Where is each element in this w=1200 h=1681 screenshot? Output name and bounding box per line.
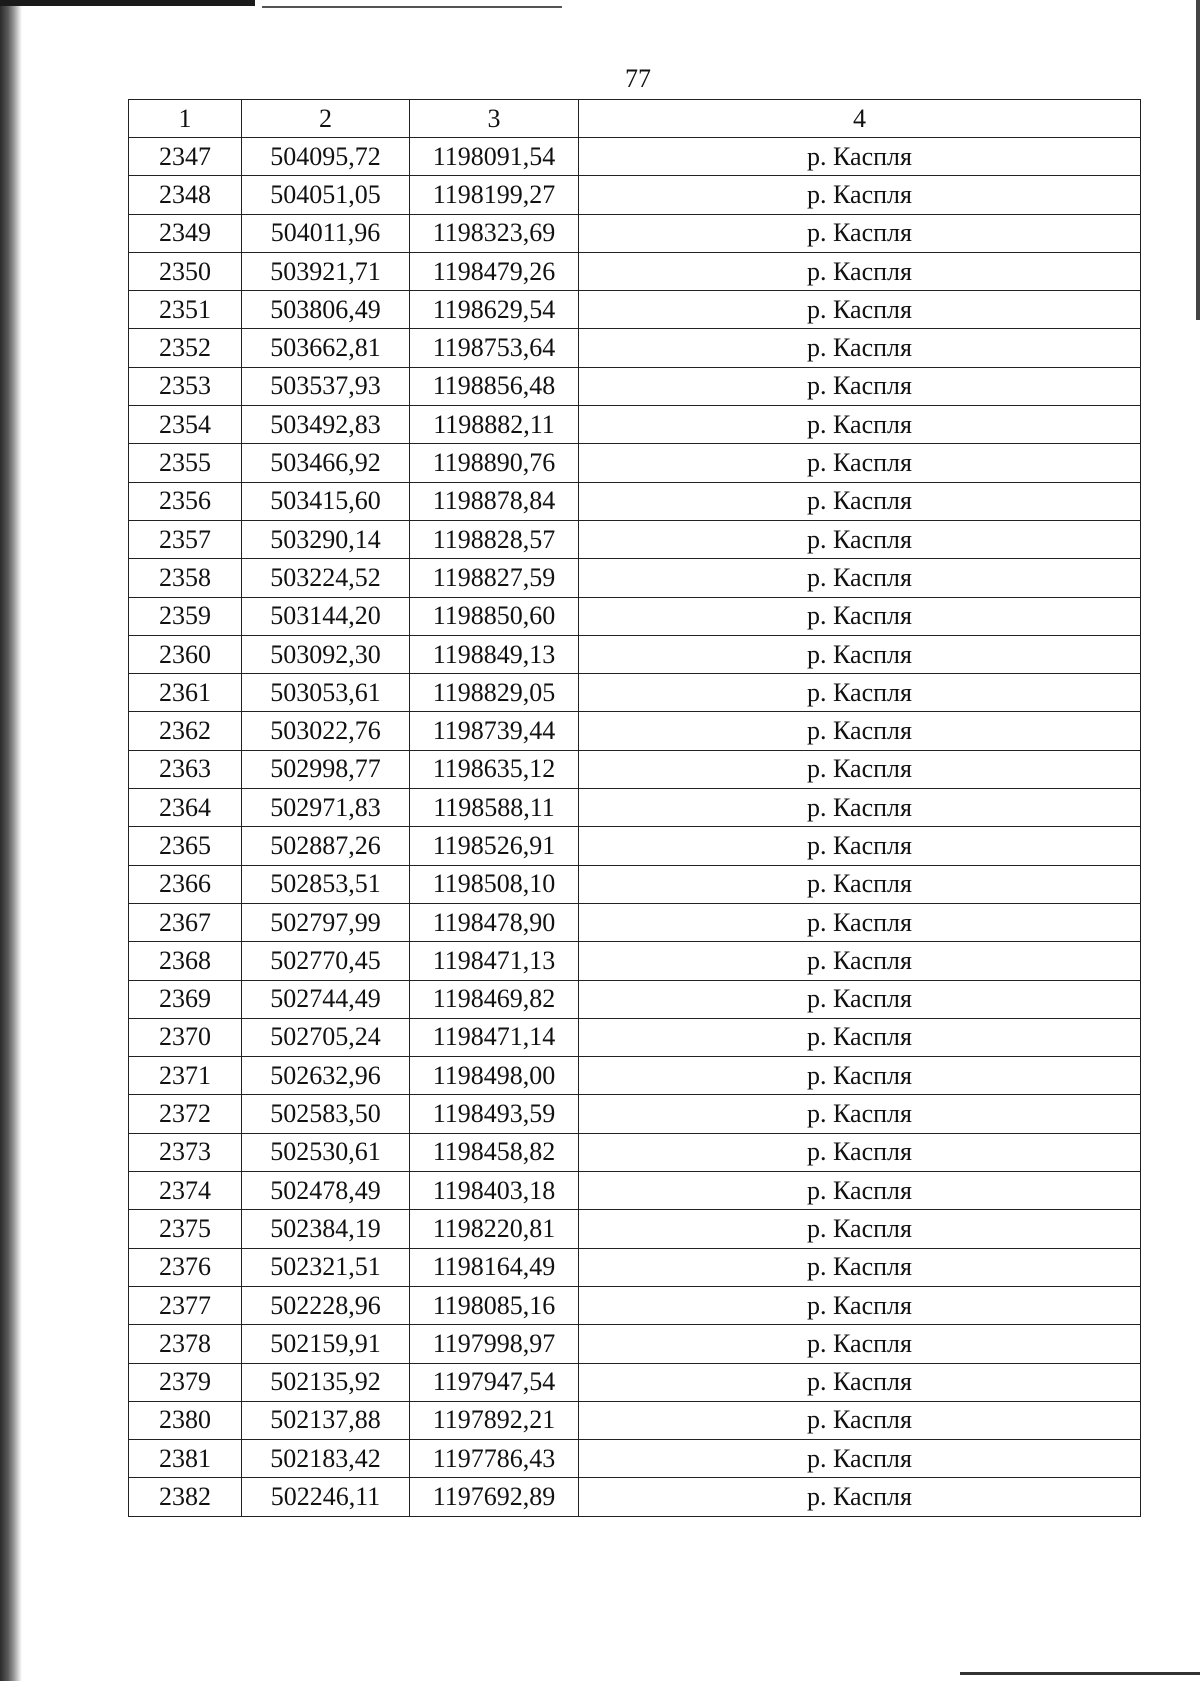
x-coordinate-cell: 503415,60 — [242, 482, 410, 520]
point-number-cell: 2351 — [129, 291, 242, 329]
point-number-cell: 2370 — [129, 1018, 242, 1056]
point-number-cell: 2354 — [129, 406, 242, 444]
y-coordinate-cell: 1198498,00 — [410, 1057, 579, 1095]
description-cell: р. Каспля — [579, 444, 1141, 482]
description-cell: р. Каспля — [579, 674, 1141, 712]
description-cell: р. Каспля — [579, 865, 1141, 903]
table-row — [129, 1325, 1141, 1363]
table-row — [129, 827, 1141, 865]
point-number-cell: 2371 — [129, 1057, 242, 1095]
x-coordinate-cell: 502246,11 — [242, 1478, 410, 1516]
table-row — [129, 942, 1141, 980]
description-cell: р. Каспля — [579, 329, 1141, 367]
description-cell: р. Каспля — [579, 214, 1141, 252]
column-header-1: 1 — [129, 100, 242, 138]
description-cell: р. Каспля — [579, 520, 1141, 558]
description-cell: р. Каспля — [579, 1095, 1141, 1133]
point-number-cell: 2349 — [129, 214, 242, 252]
description-cell: р. Каспля — [579, 1325, 1141, 1363]
x-coordinate-cell: 504095,72 — [242, 138, 410, 176]
table-row — [129, 406, 1141, 444]
point-number-cell: 2369 — [129, 980, 242, 1018]
x-coordinate-cell: 502632,96 — [242, 1057, 410, 1095]
y-coordinate-cell: 1198827,59 — [410, 559, 579, 597]
table-body — [129, 138, 1141, 1517]
description-cell: р. Каспля — [579, 827, 1141, 865]
header-row — [129, 100, 1141, 138]
x-coordinate-cell: 503144,20 — [242, 597, 410, 635]
point-number-cell: 2350 — [129, 252, 242, 290]
table-row — [129, 482, 1141, 520]
y-coordinate-cell: 1198091,54 — [410, 138, 579, 176]
y-coordinate-cell: 1198629,54 — [410, 291, 579, 329]
y-coordinate-cell: 1198850,60 — [410, 597, 579, 635]
description-cell: р. Каспля — [579, 367, 1141, 405]
point-number-cell: 2352 — [129, 329, 242, 367]
y-coordinate-cell: 1198828,57 — [410, 520, 579, 558]
table-row — [129, 1210, 1141, 1248]
point-number-cell: 2373 — [129, 1133, 242, 1171]
x-coordinate-cell: 503092,30 — [242, 635, 410, 673]
scan-top-bar — [0, 0, 255, 6]
x-coordinate-cell: 502135,92 — [242, 1363, 410, 1401]
x-coordinate-cell: 502137,88 — [242, 1401, 410, 1439]
table-row — [129, 674, 1141, 712]
table-row — [129, 444, 1141, 482]
x-coordinate-cell: 502744,49 — [242, 980, 410, 1018]
x-coordinate-cell: 502887,26 — [242, 827, 410, 865]
table-row — [129, 1363, 1141, 1401]
point-number-cell: 2368 — [129, 942, 242, 980]
table-row — [129, 1172, 1141, 1210]
y-coordinate-cell: 1198856,48 — [410, 367, 579, 405]
table-row — [129, 559, 1141, 597]
point-number-cell: 2381 — [129, 1440, 242, 1478]
x-coordinate-cell: 502228,96 — [242, 1286, 410, 1324]
column-header-2: 2 — [242, 100, 410, 138]
description-cell: р. Каспля — [579, 942, 1141, 980]
y-coordinate-cell: 1198085,16 — [410, 1286, 579, 1324]
point-number-cell: 2375 — [129, 1210, 242, 1248]
description-cell: р. Каспля — [579, 1440, 1141, 1478]
x-coordinate-cell: 503053,61 — [242, 674, 410, 712]
point-number-cell: 2365 — [129, 827, 242, 865]
x-coordinate-cell: 502705,24 — [242, 1018, 410, 1056]
description-cell: р. Каспля — [579, 252, 1141, 290]
y-coordinate-cell: 1198471,13 — [410, 942, 579, 980]
table-row — [129, 1018, 1141, 1056]
table-row — [129, 291, 1141, 329]
point-number-cell: 2377 — [129, 1286, 242, 1324]
y-coordinate-cell: 1198753,64 — [410, 329, 579, 367]
description-cell: р. Каспля — [579, 712, 1141, 750]
y-coordinate-cell: 1197947,54 — [410, 1363, 579, 1401]
y-coordinate-cell: 1197998,97 — [410, 1325, 579, 1363]
y-coordinate-cell: 1198878,84 — [410, 482, 579, 520]
table-row — [129, 329, 1141, 367]
point-number-cell: 2356 — [129, 482, 242, 520]
y-coordinate-cell: 1198829,05 — [410, 674, 579, 712]
point-number-cell: 2362 — [129, 712, 242, 750]
x-coordinate-cell: 502183,42 — [242, 1440, 410, 1478]
y-coordinate-cell: 1198164,49 — [410, 1248, 579, 1286]
description-cell: р. Каспля — [579, 1401, 1141, 1439]
y-coordinate-cell: 1197786,43 — [410, 1440, 579, 1478]
table-row — [129, 597, 1141, 635]
table-row — [129, 252, 1141, 290]
y-coordinate-cell: 1198508,10 — [410, 865, 579, 903]
description-cell: р. Каспля — [579, 176, 1141, 214]
table-row — [129, 1248, 1141, 1286]
point-number-cell: 2366 — [129, 865, 242, 903]
y-coordinate-cell: 1198739,44 — [410, 712, 579, 750]
description-cell: р. Каспля — [579, 597, 1141, 635]
x-coordinate-cell: 502770,45 — [242, 942, 410, 980]
coordinates-table — [128, 99, 1141, 1517]
x-coordinate-cell: 503022,76 — [242, 712, 410, 750]
description-cell: р. Каспля — [579, 482, 1141, 520]
x-coordinate-cell: 502159,91 — [242, 1325, 410, 1363]
y-coordinate-cell: 1198588,11 — [410, 789, 579, 827]
x-coordinate-cell: 502321,51 — [242, 1248, 410, 1286]
description-cell: р. Каспля — [579, 138, 1141, 176]
table-row — [129, 789, 1141, 827]
point-number-cell: 2380 — [129, 1401, 242, 1439]
x-coordinate-cell: 503537,93 — [242, 367, 410, 405]
point-number-cell: 2360 — [129, 635, 242, 673]
y-coordinate-cell: 1198458,82 — [410, 1133, 579, 1171]
scan-top-line — [262, 6, 562, 8]
table-row — [129, 214, 1141, 252]
y-coordinate-cell: 1197892,21 — [410, 1401, 579, 1439]
x-coordinate-cell: 502853,51 — [242, 865, 410, 903]
table-header — [129, 100, 1141, 138]
x-coordinate-cell: 503466,92 — [242, 444, 410, 482]
x-coordinate-cell: 504051,05 — [242, 176, 410, 214]
point-number-cell: 2378 — [129, 1325, 242, 1363]
x-coordinate-cell: 502583,50 — [242, 1095, 410, 1133]
description-cell: р. Каспля — [579, 789, 1141, 827]
description-cell: р. Каспля — [579, 1172, 1141, 1210]
table-row — [129, 1440, 1141, 1478]
point-number-cell: 2359 — [129, 597, 242, 635]
table-row — [129, 1478, 1141, 1516]
description-cell: р. Каспля — [579, 559, 1141, 597]
description-cell: р. Каспля — [579, 406, 1141, 444]
y-coordinate-cell: 1198479,26 — [410, 252, 579, 290]
description-cell: р. Каспля — [579, 980, 1141, 1018]
point-number-cell: 2358 — [129, 559, 242, 597]
table-row — [129, 1057, 1141, 1095]
table-row — [129, 176, 1141, 214]
scan-left-edge — [0, 0, 22, 1681]
description-cell: р. Каспля — [579, 750, 1141, 788]
description-cell: р. Каспля — [579, 1248, 1141, 1286]
x-coordinate-cell: 503921,71 — [242, 252, 410, 290]
x-coordinate-cell: 502478,49 — [242, 1172, 410, 1210]
y-coordinate-cell: 1198323,69 — [410, 214, 579, 252]
point-number-cell: 2363 — [129, 750, 242, 788]
table-row — [129, 865, 1141, 903]
point-number-cell: 2376 — [129, 1248, 242, 1286]
x-coordinate-cell: 502998,77 — [242, 750, 410, 788]
y-coordinate-cell: 1198493,59 — [410, 1095, 579, 1133]
y-coordinate-cell: 1198526,91 — [410, 827, 579, 865]
table-row — [129, 750, 1141, 788]
description-cell: р. Каспля — [579, 1133, 1141, 1171]
y-coordinate-cell: 1198635,12 — [410, 750, 579, 788]
x-coordinate-cell: 503806,49 — [242, 291, 410, 329]
table-row — [129, 1133, 1141, 1171]
table-row — [129, 367, 1141, 405]
table-row — [129, 138, 1141, 176]
y-coordinate-cell: 1198199,27 — [410, 176, 579, 214]
table-row — [129, 903, 1141, 941]
y-coordinate-cell: 1198882,11 — [410, 406, 579, 444]
column-header-4: 4 — [579, 100, 1141, 138]
description-cell: р. Каспля — [579, 291, 1141, 329]
table-row — [129, 1401, 1141, 1439]
scan-bottom-edge — [960, 1672, 1200, 1675]
table-row — [129, 1286, 1141, 1324]
description-cell: р. Каспля — [579, 1057, 1141, 1095]
point-number-cell: 2355 — [129, 444, 242, 482]
table-row — [129, 1095, 1141, 1133]
y-coordinate-cell: 1198890,76 — [410, 444, 579, 482]
y-coordinate-cell: 1198478,90 — [410, 903, 579, 941]
description-cell: р. Каспля — [579, 635, 1141, 673]
y-coordinate-cell: 1198403,18 — [410, 1172, 579, 1210]
x-coordinate-cell: 502530,61 — [242, 1133, 410, 1171]
page-number: 77 — [625, 64, 651, 93]
point-number-cell: 2347 — [129, 138, 242, 176]
point-number-cell: 2367 — [129, 903, 242, 941]
description-cell: р. Каспля — [579, 1286, 1141, 1324]
point-number-cell: 2348 — [129, 176, 242, 214]
table-row — [129, 635, 1141, 673]
y-coordinate-cell: 1198849,13 — [410, 635, 579, 673]
description-cell: р. Каспля — [579, 903, 1141, 941]
y-coordinate-cell: 1198469,82 — [410, 980, 579, 1018]
point-number-cell: 2374 — [129, 1172, 242, 1210]
x-coordinate-cell: 503290,14 — [242, 520, 410, 558]
point-number-cell: 2361 — [129, 674, 242, 712]
table-row — [129, 520, 1141, 558]
x-coordinate-cell: 502384,19 — [242, 1210, 410, 1248]
y-coordinate-cell: 1198220,81 — [410, 1210, 579, 1248]
description-cell: р. Каспля — [579, 1478, 1141, 1516]
y-coordinate-cell: 1198471,14 — [410, 1018, 579, 1056]
x-coordinate-cell: 504011,96 — [242, 214, 410, 252]
description-cell: р. Каспля — [579, 1018, 1141, 1056]
x-coordinate-cell: 503492,83 — [242, 406, 410, 444]
point-number-cell: 2382 — [129, 1478, 242, 1516]
y-coordinate-cell: 1197692,89 — [410, 1478, 579, 1516]
point-number-cell: 2357 — [129, 520, 242, 558]
point-number-cell: 2353 — [129, 367, 242, 405]
x-coordinate-cell: 502797,99 — [242, 903, 410, 941]
x-coordinate-cell: 503224,52 — [242, 559, 410, 597]
table-row — [129, 980, 1141, 1018]
description-cell: р. Каспля — [579, 1210, 1141, 1248]
x-coordinate-cell: 503662,81 — [242, 329, 410, 367]
point-number-cell: 2372 — [129, 1095, 242, 1133]
point-number-cell: 2364 — [129, 789, 242, 827]
table-row — [129, 712, 1141, 750]
description-cell: р. Каспля — [579, 1363, 1141, 1401]
point-number-cell: 2379 — [129, 1363, 242, 1401]
x-coordinate-cell: 502971,83 — [242, 789, 410, 827]
scan-right-edge — [1196, 0, 1200, 320]
column-header-3: 3 — [410, 100, 579, 138]
